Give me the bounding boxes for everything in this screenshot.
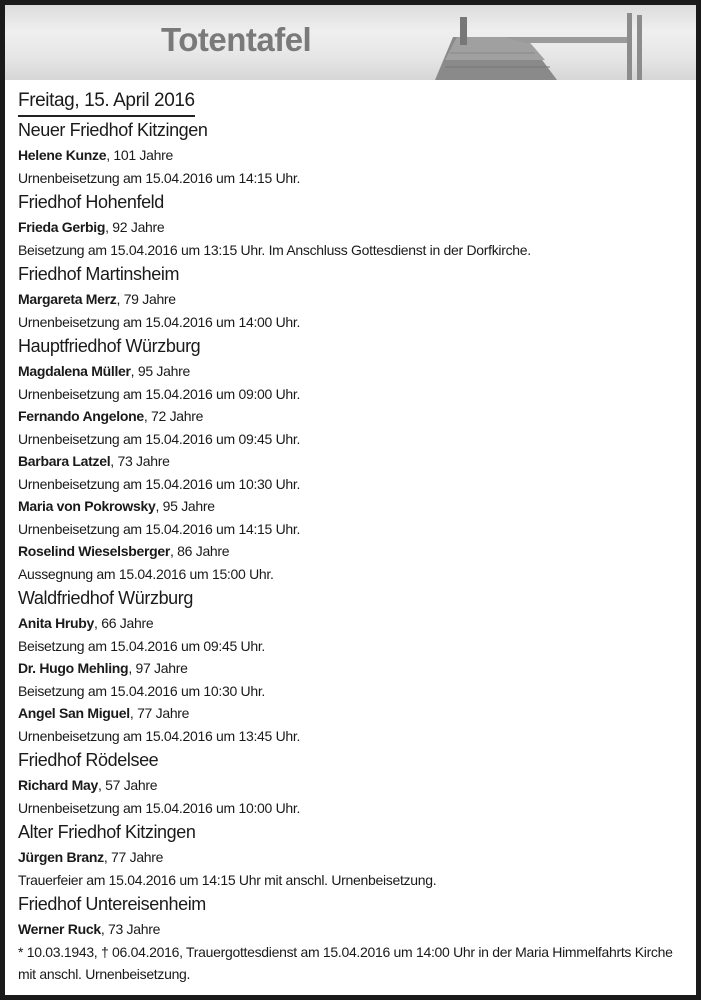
deceased-name: Magdalena Müller [18, 363, 131, 379]
deceased-age: , 73 Jahre [100, 921, 161, 937]
deceased-entry [18, 144, 690, 167]
cemetery-heading: Waldfriedhof Würzburg [18, 588, 194, 608]
deceased-age: , 77 Jahre [129, 705, 190, 721]
page-title: Totentafel [161, 21, 312, 58]
date-heading: Freitag, 15. April 2016 [18, 87, 195, 117]
deceased-name: Helene Kunze [18, 147, 107, 163]
deceased-name: Werner Ruck [18, 921, 101, 937]
funeral-details: Aussegnung am 15.04.2016 um 15:00 Uhr. [18, 565, 274, 582]
deceased-name: Frieda Gerbig [18, 219, 106, 235]
deceased-entry [18, 450, 690, 473]
funeral-details: Urnenbeisetzung am 15.04.2016 um 13:45 Uhr. [18, 727, 301, 744]
funeral-details: Beisetzung am 15.04.2016 um 13:15 Uhr. Im Anschluss Gottesdienst in der Dorfkirche. [18, 241, 531, 258]
funeral-details: Urnenbeisetzung am 15.04.2016 um 09:45 Uhr. [18, 430, 301, 447]
pier-image [5, 5, 696, 80]
deceased-entry [18, 495, 690, 518]
deceased-name: Anita Hruby [18, 615, 95, 631]
deceased-age: , 97 Jahre [128, 660, 188, 676]
deceased-name: Margareta Merz [18, 291, 117, 307]
deceased-age: , 86 Jahre [170, 543, 230, 559]
deceased-age: , 73 Jahre [110, 453, 170, 469]
header-banner [5, 5, 696, 80]
cemetery-heading: Neuer Friedhof Kitzingen [18, 120, 208, 140]
deceased-age: , 77 Jahre [103, 849, 164, 865]
deceased-age: , 72 Jahre [143, 408, 204, 424]
deceased-entry [18, 405, 690, 428]
deceased-entry [18, 657, 690, 680]
deceased-age: , 95 Jahre [130, 363, 190, 379]
deceased-name: Maria von Pokrowsky [18, 498, 156, 514]
cemetery-heading: Alter Friedhof Kitzingen [18, 822, 196, 842]
cemetery-heading: Friedhof Martinsheim [18, 264, 180, 284]
deceased-entry [18, 540, 690, 563]
deceased-name: Angel San Miguel [18, 705, 130, 721]
deceased-entry [18, 774, 690, 797]
funeral-details: Urnenbeisetzung am 15.04.2016 um 10:00 Uhr. [18, 799, 301, 816]
cemetery-heading: Hauptfriedhof Würzburg [18, 336, 201, 356]
cemetery-heading: Friedhof Untereisenheim [18, 894, 206, 914]
deceased-age: , 66 Jahre [94, 615, 154, 631]
deceased-entry [18, 846, 690, 869]
deceased-name: Roselind Wieselsberger [18, 543, 170, 559]
funeral-details: Trauerfeier am 15.04.2016 um 14:15 Uhr mit anschl. Urnenbeisetzung. [18, 871, 437, 888]
deceased-age: , 92 Jahre [105, 219, 165, 235]
deceased-age: , 101 Jahre [106, 147, 173, 163]
deceased-name: Fernando Angelone [18, 408, 144, 424]
obituary-list [18, 85, 690, 986]
deceased-entry [18, 702, 690, 725]
deceased-age: , 79 Jahre [116, 291, 176, 307]
deceased-entry [18, 918, 690, 941]
deceased-entry [18, 612, 690, 635]
funeral-details: Urnenbeisetzung am 15.04.2016 um 14:00 Uhr. [18, 313, 301, 330]
funeral-details: Beisetzung am 15.04.2016 um 09:45 Uhr. [18, 637, 265, 654]
cemetery-heading: Friedhof Hohenfeld [18, 192, 164, 212]
funeral-details: Urnenbeisetzung am 15.04.2016 um 14:15 Uhr. [18, 520, 301, 537]
deceased-name: Dr. Hugo Mehling [18, 660, 129, 676]
funeral-details: Beisetzung am 15.04.2016 um 10:30 Uhr. [18, 682, 265, 699]
deceased-entry [18, 360, 690, 383]
funeral-details: Urnenbeisetzung am 15.04.2016 um 14:15 Uhr. [18, 169, 301, 186]
deceased-name: Barbara Latzel [18, 453, 111, 469]
funeral-details: * 10.03.1943, † 06.04.2016, Trauergottesdienst am 15.04.2016 um 14:00 Uhr in der Maria Himmelfahrts Kirche mit anschl. Urnenbeisetzung. [18, 943, 673, 982]
deceased-entry [18, 288, 690, 311]
deceased-name: Richard May [18, 777, 98, 793]
funeral-details: Urnenbeisetzung am 15.04.2016 um 10:30 Uhr. [18, 475, 301, 492]
cemetery-heading: Friedhof Rödelsee [18, 750, 159, 770]
deceased-age: , 95 Jahre [155, 498, 215, 514]
obituary-page [5, 5, 696, 995]
deceased-age: , 57 Jahre [97, 777, 158, 793]
funeral-details: Urnenbeisetzung am 15.04.2016 um 09:00 Uhr. [18, 385, 301, 402]
deceased-entry [18, 216, 690, 239]
deceased-name: Jürgen Branz [18, 849, 104, 865]
